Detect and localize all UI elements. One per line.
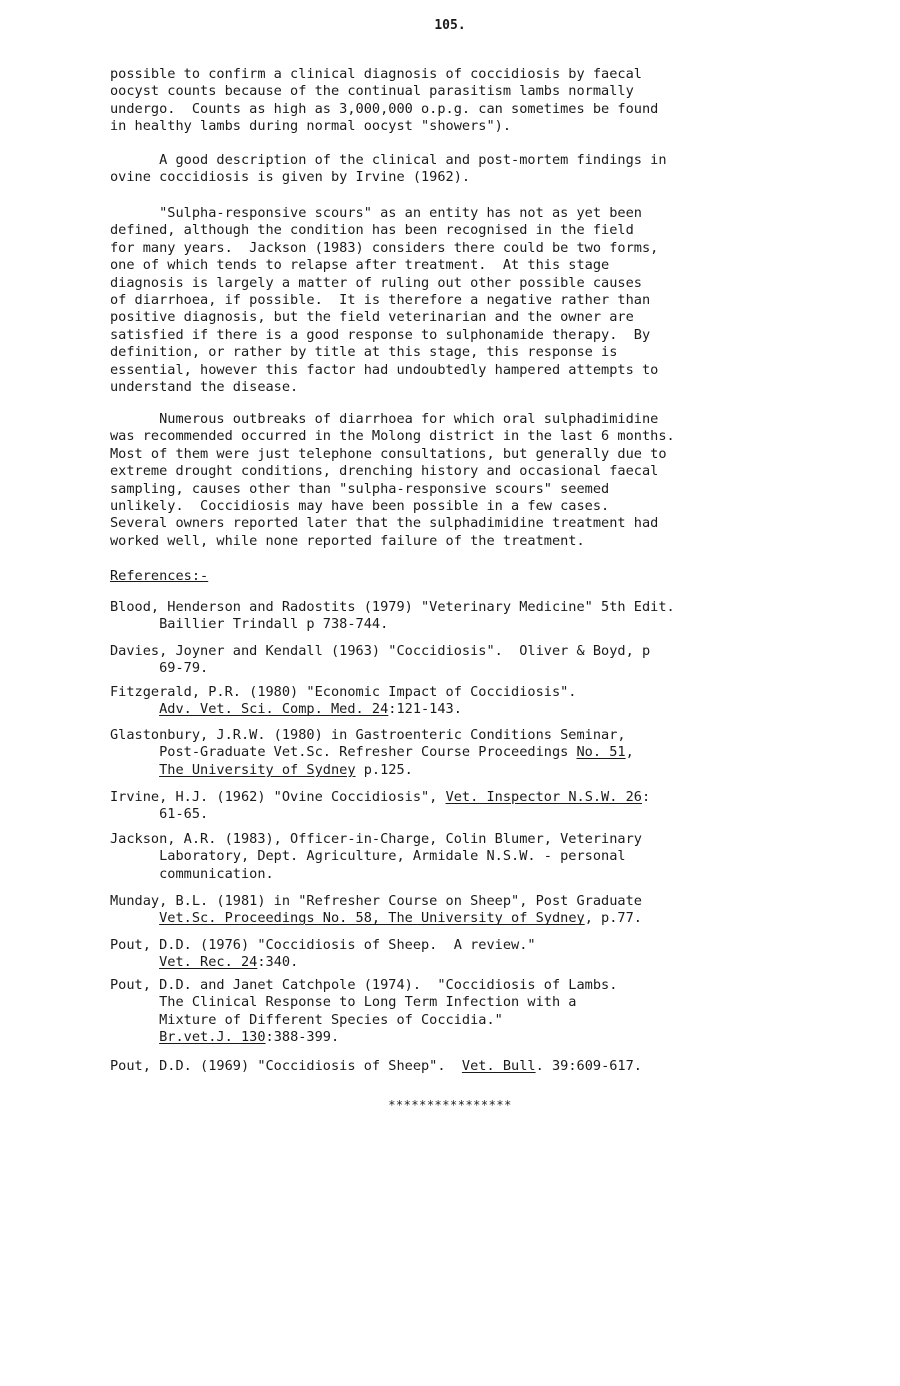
reference-text: ,: [625, 744, 634, 761]
reference-line: [110, 866, 810, 883]
reference-text: p.125.: [355, 761, 413, 778]
reference-entry: [110, 831, 810, 883]
reference-entry: [110, 643, 810, 678]
text-line: possible to confirm a clinical diagnosis of coccidiosis by faecal: [110, 66, 642, 82]
reference-text: Glastonbury, J.R.W. (1980) in Gastroenteric Conditions Seminar,: [110, 727, 626, 743]
reference-text: [110, 910, 159, 926]
text-line: Several owners reported later that the sulphadimidine treatment had: [110, 515, 659, 532]
reference-text: Blood, Henderson and Radostits (1979) "Veterinary Medicine" 5th Edit.: [110, 599, 675, 615]
reference-line: [110, 762, 810, 779]
reference-line: [110, 1029, 810, 1046]
text-line: extreme drought conditions, drenching history and occasional faecal: [110, 463, 659, 480]
reference-text: [110, 954, 159, 970]
reference-text: Post-Graduate Vet.Sc. Refresher Course Proceedings: [110, 744, 577, 761]
reference-text: Davies, Joyner and Kendall (1963) "Coccidiosis". Oliver & Boyd, p: [110, 643, 651, 659]
text-line: was recommended occurred in the Molong district in the last 6 months.: [110, 428, 675, 445]
reference-text: Mixture of Different Species of Coccidia.": [110, 1011, 503, 1028]
reference-text: Munday, B.L. (1981) in "Refresher Course on Sheep", Post Graduate: [110, 893, 642, 909]
reference-line: [110, 643, 810, 660]
reference-text: 69-79.: [110, 660, 209, 677]
reference-source-underlined: Vet.Sc. Proceedings No. 58, The University of Sydney: [159, 910, 585, 927]
references-heading: References:-: [110, 568, 209, 584]
paragraph: [110, 411, 800, 550]
text-line: "Sulpha-responsive scours" as an entity has not as yet been: [110, 205, 642, 221]
reference-text: :121-143.: [388, 701, 462, 718]
reference-line: [110, 848, 810, 865]
reference-source-underlined: Br.vet.J. 130: [159, 1029, 266, 1046]
reference-line: [110, 831, 810, 848]
reference-entry: [110, 727, 810, 779]
reference-text: [110, 1029, 159, 1045]
end-marker: ****************: [388, 1098, 512, 1112]
reference-entry: [110, 789, 810, 824]
reference-line: [110, 1058, 810, 1075]
reference-source-underlined: Vet. Bull: [461, 1058, 536, 1074]
text-line: of diarrhoea, if possible. It is therefore a negative rather than: [110, 292, 651, 309]
reference-text: :340.: [257, 954, 299, 971]
text-line: Most of them were just telephone consultations, but generally due to: [110, 445, 667, 462]
reference-line: [110, 994, 810, 1011]
text-line: satisfied if there is a good response to sulphonamide therapy. By: [110, 326, 651, 343]
reference-line: [110, 954, 810, 971]
text-line: diagnosis is largely a matter of ruling out other possible causes: [110, 274, 642, 291]
reference-entry: [110, 599, 810, 634]
reference-text: The Clinical Response to Long Term Infection with a: [110, 994, 577, 1011]
text-line: worked well, while none reported failure of the treatment.: [110, 532, 585, 549]
text-line: understand the disease.: [110, 379, 299, 396]
text-line: positive diagnosis, but the field veterinarian and the owner are: [110, 309, 634, 326]
reference-entry: [110, 684, 810, 719]
text-line: defined, although the condition has been recognised in the field: [110, 222, 634, 239]
reference-text: Pout, D.D. and Janet Catchpole (1974). "Coccidiosis of Lambs.: [110, 977, 618, 993]
reference-line: [110, 660, 810, 677]
reference-text: communication.: [110, 865, 274, 882]
reference-line: [110, 910, 810, 927]
reference-text: [110, 762, 159, 778]
text-line: Numerous outbreaks of diarrhoea for which oral sulphadimidine: [110, 411, 659, 427]
reference-text: 61-65.: [110, 806, 209, 823]
reference-line: [110, 937, 810, 954]
reference-text: Pout, D.D. (1969) "Coccidiosis of Sheep".: [110, 1058, 462, 1074]
paragraph: [110, 152, 800, 187]
reference-source-underlined: Adv. Vet. Sci. Comp. Med. 24: [159, 701, 389, 718]
reference-source-underlined: Vet. Inspector N.S.W. 26: [445, 789, 642, 805]
text-line: essential, however this factor had undoubtedly hampered attempts to: [110, 361, 659, 378]
reference-text: Baillier Trindall p 738-744.: [110, 616, 389, 633]
text-line: sampling, causes other than "sulpha-responsive scours" seemed: [110, 480, 610, 497]
reference-text: Jackson, A.R. (1983), Officer-in-Charge, Colin Blumer, Veterinary: [110, 831, 642, 847]
reference-text: Laboratory, Dept. Agriculture, Armidale N.S.W. - personal: [110, 848, 626, 865]
reference-line: [110, 806, 810, 823]
reference-source-underlined: The University of Sydney: [159, 761, 356, 778]
reference-line: [110, 684, 810, 701]
reference-line: [110, 977, 810, 994]
text-line: undergo. Counts as high as 3,000,000 o.p.g. can sometimes be found: [110, 100, 659, 117]
reference-text: . 39:609-617.: [535, 1058, 642, 1074]
text-line: A good description of the clinical and post-mortem findings in: [110, 152, 667, 168]
reference-line: [110, 727, 810, 744]
paragraph: [110, 205, 800, 396]
reference-text: Irvine, H.J. (1962) "Ovine Coccidiosis",: [110, 789, 446, 805]
reference-line: [110, 789, 810, 806]
text-line: oocyst counts because of the continual parasitism lambs normally: [110, 83, 634, 100]
reference-entry: [110, 1058, 810, 1075]
reference-entry: [110, 893, 810, 928]
paragraph: [110, 66, 800, 136]
text-line: ovine coccidiosis is given by Irvine (1962).: [110, 169, 471, 186]
reference-text: , p.77.: [584, 910, 642, 927]
text-line: one of which tends to relapse after treatment. At this stage: [110, 257, 610, 274]
reference-line: [110, 744, 810, 761]
reference-line: [110, 701, 810, 718]
reference-text: Pout, D.D. (1976) "Coccidiosis of Sheep. A review.": [110, 937, 536, 953]
text-line: unlikely. Coccidiosis may have been possible in a few cases.: [110, 498, 610, 515]
text-line: in healthy lambs during normal oocyst "showers").: [110, 118, 512, 135]
reference-entry: [110, 977, 810, 1047]
reference-source-underlined: No. 51: [576, 744, 626, 761]
text-line: definition, or rather by title at this stage, this response is: [110, 344, 618, 361]
reference-text: [110, 701, 159, 717]
reference-line: [110, 893, 810, 910]
reference-text: :: [641, 789, 651, 805]
page-number: 105.: [434, 18, 466, 33]
reference-entry: [110, 937, 810, 972]
reference-source-underlined: Vet. Rec. 24: [159, 954, 258, 971]
text-line: for many years. Jackson (1983) considers there could be two forms,: [110, 239, 659, 256]
reference-line: [110, 1012, 810, 1029]
reference-line: [110, 616, 810, 633]
reference-text: Fitzgerald, P.R. (1980) "Economic Impact of Coccidiosis".: [110, 684, 577, 700]
reference-text: :388-399.: [265, 1029, 340, 1046]
reference-line: [110, 599, 810, 616]
